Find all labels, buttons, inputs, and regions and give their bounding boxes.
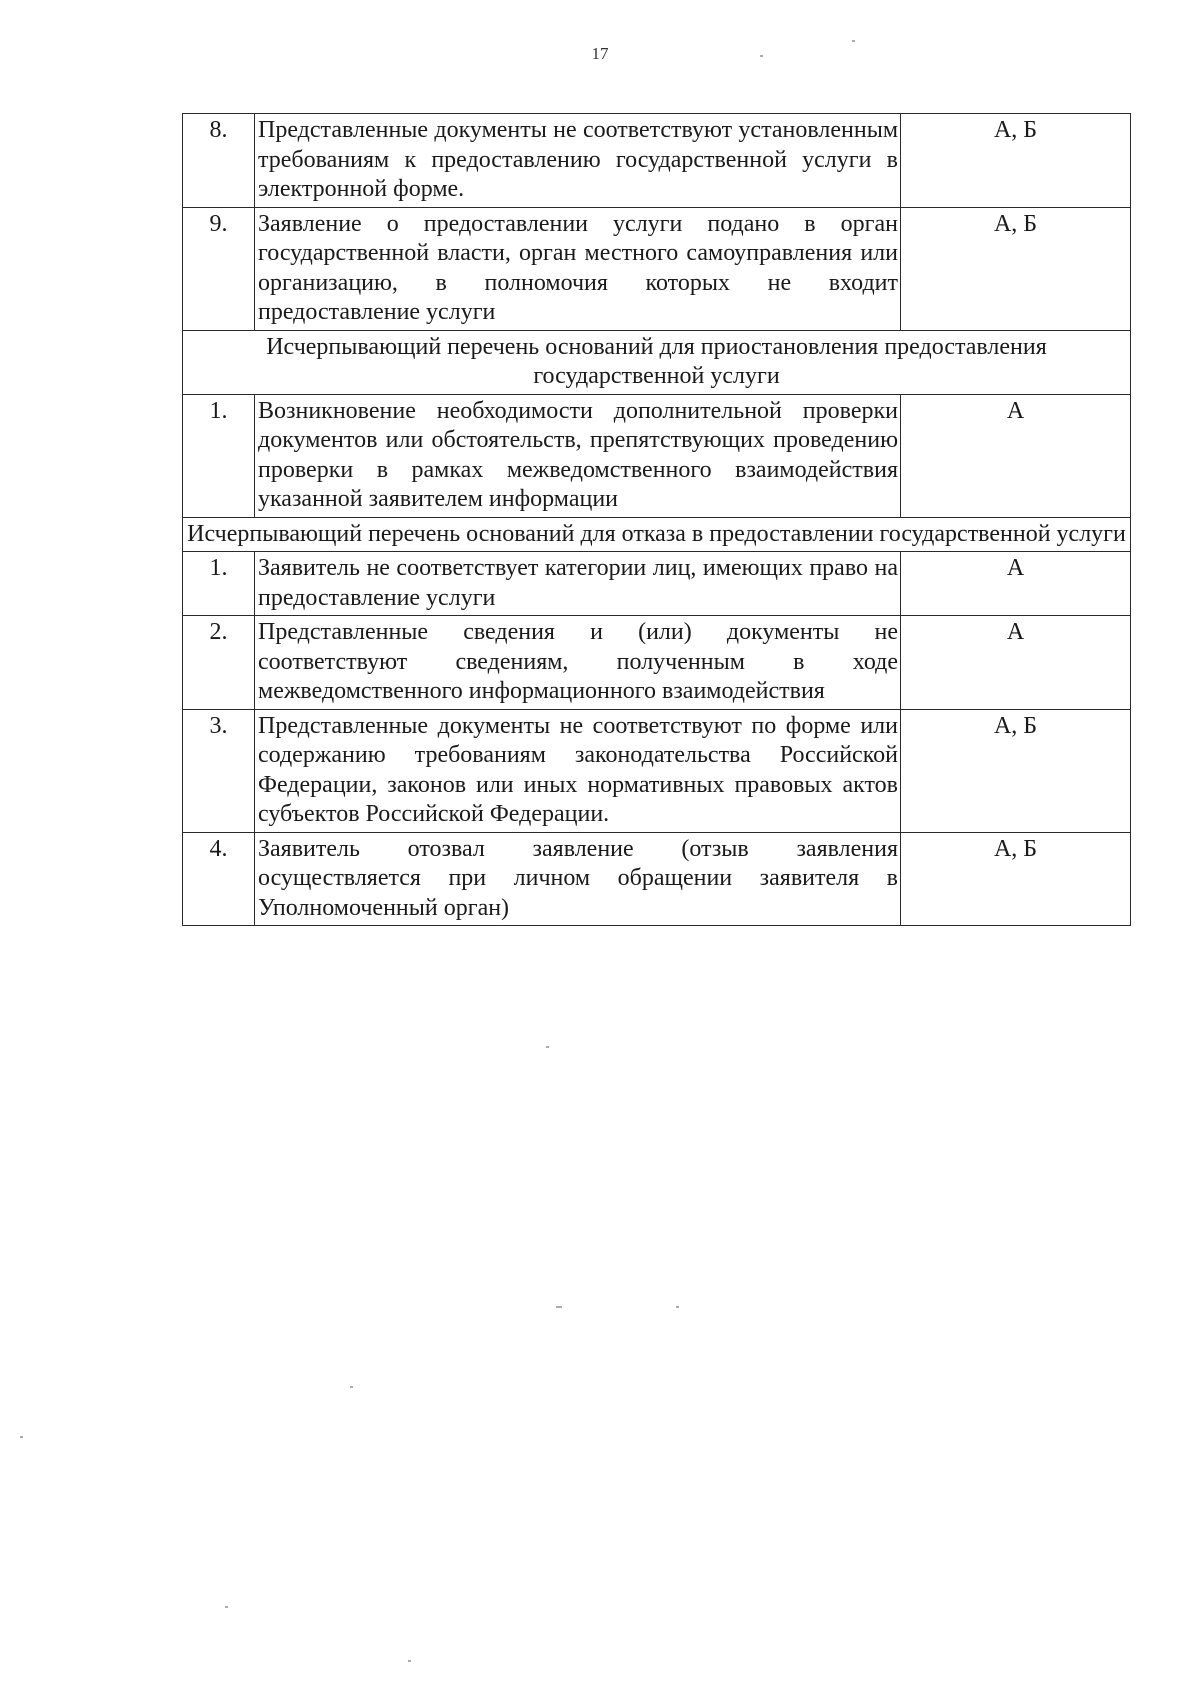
table-row [183,616,1131,710]
row-number: 9. [183,207,255,330]
row-code: А [901,394,1131,517]
table-row [183,114,1131,208]
table-row [183,552,1131,616]
section-heading-row [183,517,1131,552]
row-code: А, Б [901,832,1131,926]
section-heading-row [183,330,1131,394]
row-code: А, Б [901,207,1131,330]
table-row [183,709,1131,832]
row-text: Представленные сведения и (или) документы не соответствуют сведениям, полученным в ходе межведомственного информационного взаимодействия [255,616,901,710]
scan-speck [225,1606,228,1608]
table-row [183,394,1131,517]
page-number: 17 [591,44,609,63]
row-code: А, Б [901,114,1131,208]
scan-speck [676,1306,679,1308]
row-number: 4. [183,832,255,926]
row-text: Заявитель отозвал заявление (отзыв заявления осуществляется при личном обращении заявителя в Уполномоченный орган) [255,832,901,926]
row-number: 2. [183,616,255,710]
suspension-heading: Исчерпывающий перечень оснований для приостановления предоставления государственной услуги [183,330,1131,394]
table-row [183,832,1131,926]
row-number: 1. [183,394,255,517]
refusal-heading: Исчерпывающий перечень оснований для отказа в предоставлении государственной услуги [183,517,1131,552]
scan-speck [350,1386,353,1388]
row-code: А [901,616,1131,710]
row-code: А, Б [901,709,1131,832]
row-number: 3. [183,709,255,832]
row-text: Представленные документы не соответствуют по форме или содержанию требованиям законодательства Российской Федерации, законов или иных нормативных правовых актов субъектов Российской Федерации. [255,709,901,832]
scan-speck [760,55,763,57]
row-text: Заявление о предоставлении услуги подано в орган государственной власти, орган местного самоуправления или организацию, в полномочия которых не входит предоставление услуги [255,207,901,330]
table-row [183,207,1131,330]
scan-speck [546,1046,549,1048]
scan-speck [408,1660,411,1662]
row-code: А [901,552,1131,616]
row-text: Представленные документы не соответствуют установленным требованиям к предоставлению государственной услуги в электронной форме. [255,114,901,208]
row-number: 8. [183,114,255,208]
scan-speck [20,1436,23,1438]
row-number: 1. [183,552,255,616]
row-text: Возникновение необходимости дополнительной проверки документов или обстоятельств, препятствующих проведению проверки в рамках межведомственного взаимодействия указанной заявителем информации [255,394,901,517]
scan-speck [852,40,855,42]
row-text: Заявитель не соответствует категории лиц, имеющих право на предоставление услуги [255,552,901,616]
grounds-table [182,113,1131,926]
scan-speck [556,1306,562,1308]
